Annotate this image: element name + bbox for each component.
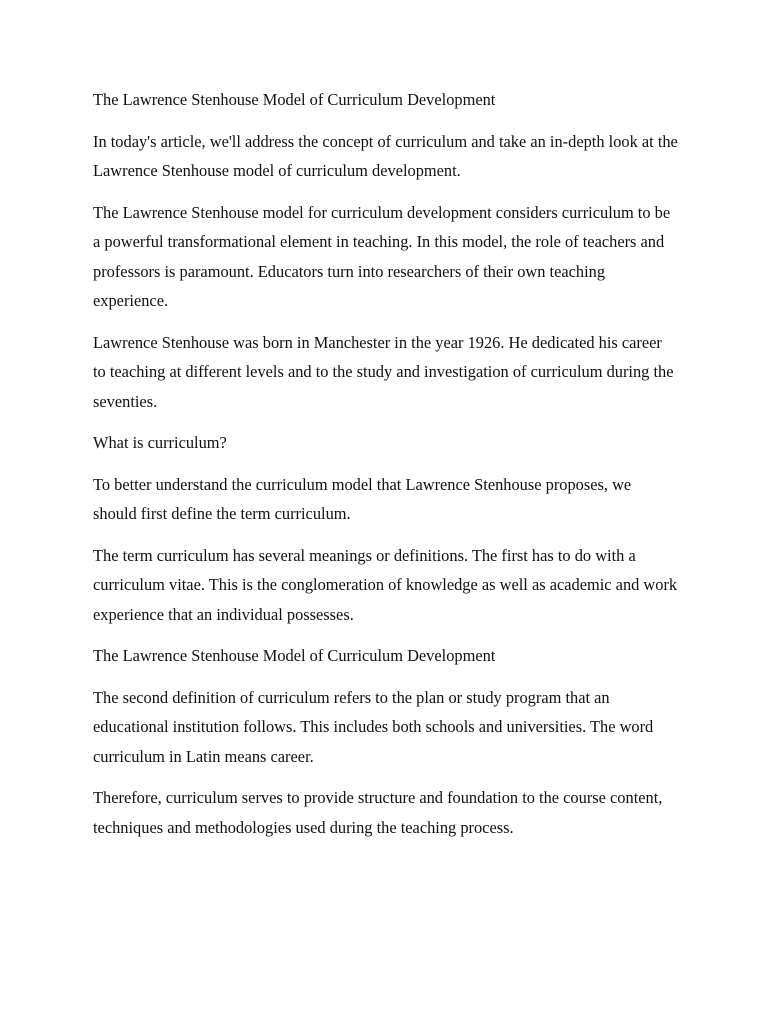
section-heading-what-is-curriculum: What is curriculum? bbox=[93, 433, 227, 452]
second-definition-paragraph: The second definition of curriculum refers to the plan or study program that an educational institution follows. This includes both schools and universities. The word curriculum in Latin means career. bbox=[93, 687, 654, 766]
document-title: The Lawrence Stenhouse Model of Curriculum Development bbox=[93, 90, 496, 109]
repeated-title-heading: The Lawrence Stenhouse Model of Curriculum Development bbox=[93, 646, 496, 665]
conclusion-paragraph: Therefore, curriculum serves to provide structure and foundation to the course content, techniques and methodologies used during the teaching process. bbox=[93, 788, 663, 837]
intro-paragraph: In today's article, we'll address the concept of curriculum and take an in-depth look at the Lawrence Stenhouse model of curriculum development. bbox=[93, 131, 678, 180]
first-definition-paragraph: The term curriculum has several meanings or definitions. The first has to do with a curriculum vitae. This is the conglomeration of knowledge as well as academic and work experience that an individual possesses. bbox=[93, 545, 678, 624]
biography-paragraph: Lawrence Stenhouse was born in Manchester in the year 1926. He dedicated his career to teaching at different levels and to the study and investigation of curriculum during the seventies. bbox=[93, 332, 674, 411]
document-body bbox=[93, 85, 678, 854]
model-overview-paragraph: The Lawrence Stenhouse model for curriculum development considers curriculum to be a powerful transformational element in teaching. In this model, the role of teachers and professors is paramount. Educators turn into researchers of their own teaching experience. bbox=[93, 202, 671, 310]
define-curriculum-paragraph: To better understand the curriculum model that Lawrence Stenhouse proposes, we should first define the term curriculum. bbox=[93, 474, 632, 523]
